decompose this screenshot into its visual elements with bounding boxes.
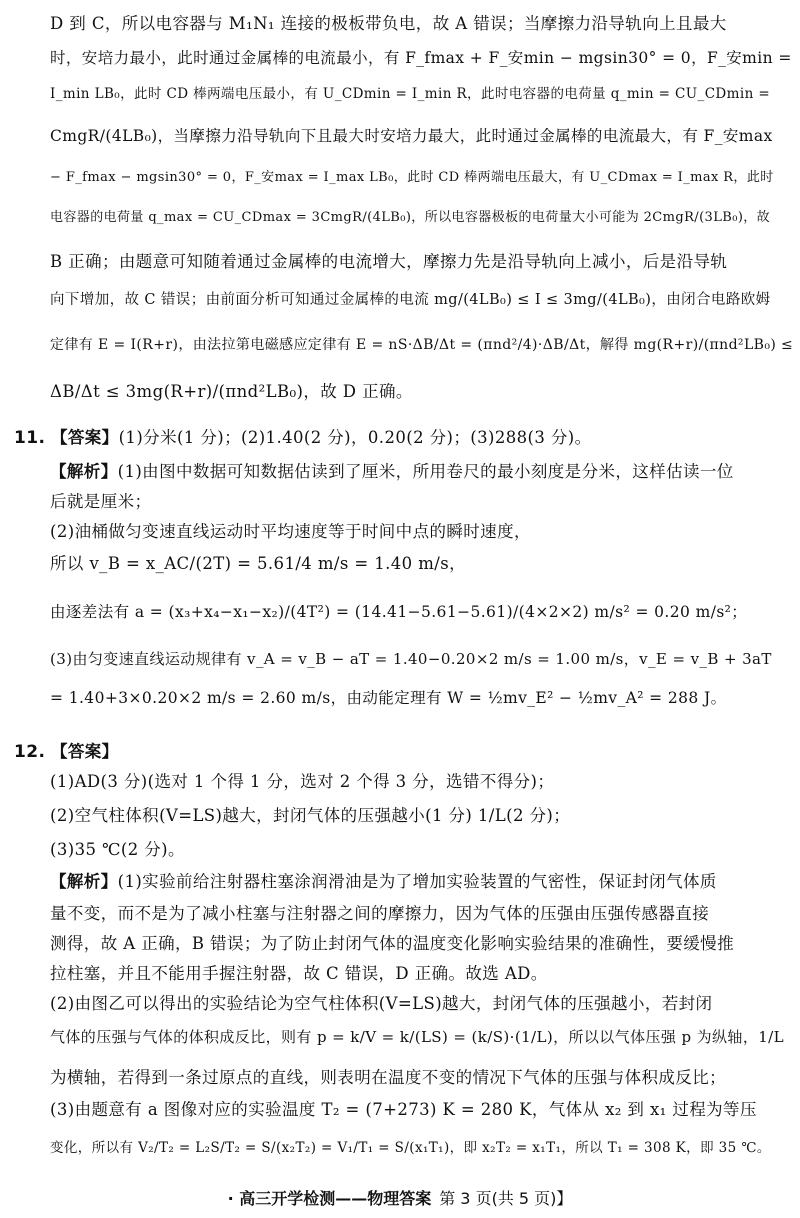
q12-answer: (1)AD(3 分)(选对 1 个得 1 分，选对 2 个得 3 分，选错不得分)；: [50, 772, 555, 791]
text-line: 电容器的电荷量 q_max = CU_CDmax = 3CmgR/(4LB₀)，所以电容器极板的电荷量大小可能为 2CmgR/(3LB₀)，故: [50, 210, 771, 225]
analysis-text: (3)由题意有 a 图像对应的实验温度 T₂ = (7+273) K = 280 K，气体从 x₂ 到 x₁ 过程为等压: [50, 1100, 757, 1119]
analysis-text: 后就是厘米；: [50, 492, 152, 511]
q12-analysis-line: [50, 868, 717, 892]
page-number: 第 3 页(共 5 页)】: [439, 1189, 573, 1208]
text-line: 向下增加，故 C 错误；由前面分析可知通过金属棒的电流 mg/(4LB₀) ≤ I ≤ 3mg/(4LB₀)，由闭合电路欧姆: [50, 292, 771, 308]
analysis-text: 所以 v_B = x_AC/(2T) = 5.61/4 m/s = 1.40 m/s，: [50, 554, 466, 573]
text-line: 时，安培力最小，此时通过金属棒的电流最小，有 F_fmax + F_安min − mgsin30° = 0，F_安min =: [50, 49, 792, 67]
analysis-text: 量不变，而不是为了减小柱塞与注射器之间的摩擦力，因为气体的压强由压强传感器直接: [50, 904, 710, 923]
analysis-text: 测得，故 A 正确，B 错误；为了防止封闭气体的温度变化影响实验结果的准确性，要缓慢推: [50, 934, 734, 953]
analysis-text: 为横轴，若得到一条过原点的直线，则表明在温度不变的情况下气体的压强与体积成反比；: [50, 1068, 726, 1087]
text-line: I_min LB₀，此时 CD 棒两端电压最小，有 U_CDmin = I_min R，此时电容器的电荷量 q_min = CU_CDmin =: [50, 86, 771, 102]
q12-answer: (3)35 ℃(2 分)。: [50, 840, 185, 859]
text-line: B 正确；由题意可知随着通过金属棒的电流增大，摩擦力先是沿导轨向上减小，后是沿导轨: [50, 252, 728, 271]
analysis-text: 变化，所以有 V₂/T₂ = L₂S/T₂ = S/(x₂T₂) = V₁/T₁ = S/(x₁T₁)，即 x₂T₂ = x₁T₁，所以 T₁ = 308 K，即 35 ℃。: [50, 1140, 771, 1156]
analysis-text: = 1.40+3×0.20×2 m/s = 2.60 m/s，由动能定理有 W = ½mv_E² − ½mv_A² = 288 J。: [50, 689, 727, 707]
analysis-text: (3)由匀变速直线运动规律有 v_A = v_B − aT = 1.40−0.20×2 m/s = 1.00 m/s，v_E = v_B + 3aT: [50, 650, 772, 668]
text-line: D 到 C，所以电容器与 M₁N₁ 连接的极板带负电，故 A 错误；当摩擦力沿导轨向上且最大: [50, 14, 727, 33]
question-number: 12.: [14, 742, 46, 762]
text-line: ΔB/Δt ≤ 3mg(R+r)/(πnd²LB₀)，故 D 正确。: [50, 382, 413, 401]
analysis-text: (1)实验前给注射器柱塞涂润滑油是为了增加实验装置的气密性，保证封闭气体质: [117, 872, 717, 891]
analysis-text: (2)油桶做匀变速直线运动时平均速度等于时间中点的瞬时速度，: [50, 522, 531, 541]
q12-answer-line: [14, 738, 119, 762]
answer-tag: 【答案】: [50, 428, 119, 447]
analysis-tag: 【解析】: [50, 872, 118, 891]
analysis-text: 气体的压强与气体的体积成反比，则有 p = k/V = k/(LS) = (k/S)·(1/L)，所以以气体压强 p 为纵轴，1/L: [50, 1028, 784, 1046]
text-line: CmgR/(4LB₀)，当摩擦力沿导轨向下且最大时安培力最大，此时通过金属棒的电流最大，有 F_安max: [50, 127, 773, 145]
footer-title: · 高三开学检测——物理答案: [227, 1189, 432, 1208]
answer-tag: 【答案】: [50, 742, 119, 761]
q12-answer: (2)空气柱体积(V=LS)越大，封闭气体的压强越小(1 分) 1/L(2 分)；: [50, 806, 571, 825]
analysis-tag: 【解析】: [50, 462, 118, 481]
text-line: 定律有 E = I(R+r)，由法拉第电磁感应定律有 E = nS·ΔB/Δt = (πnd²/4)·ΔB/Δt，解得 mg(R+r)/(πnd²LB₀) ≤: [50, 337, 794, 353]
question-number: 11.: [14, 428, 46, 448]
q11-answer-line: [14, 424, 592, 448]
text-line: − F_fmax − mgsin30° = 0，F_安max = I_max LB₀，此时 CD 棒两端电压最大，有 U_CDmax = I_max R，此时: [50, 170, 774, 185]
analysis-text: (2)由图乙可以得出的实验结论为空气柱体积(V=LS)越大，封闭气体的压强越小，若封闭: [50, 994, 713, 1013]
analysis-text: 由逐差法有 a = (x₃+x₄−x₁−x₂)/(4T²) = (14.41−5.61−5.61)/(4×2×2) m/s² = 0.20 m/s²；: [50, 603, 748, 621]
page-footer: [0, 1186, 800, 1209]
analysis-text: (1)由图中数据可知数据估读到了厘米，所用卷尺的最小刻度是分米，这样估读一位: [117, 462, 734, 481]
analysis-text: 拉柱塞，并且不能用手握注射器，故 C 错误，D 正确。故选 AD。: [50, 964, 548, 983]
q11-analysis-line: [50, 458, 734, 482]
q11-answer: (1)分米(1 分)；(2)1.40(2 分)，0.20(2 分)；(3)288(3 分)。: [118, 428, 592, 447]
